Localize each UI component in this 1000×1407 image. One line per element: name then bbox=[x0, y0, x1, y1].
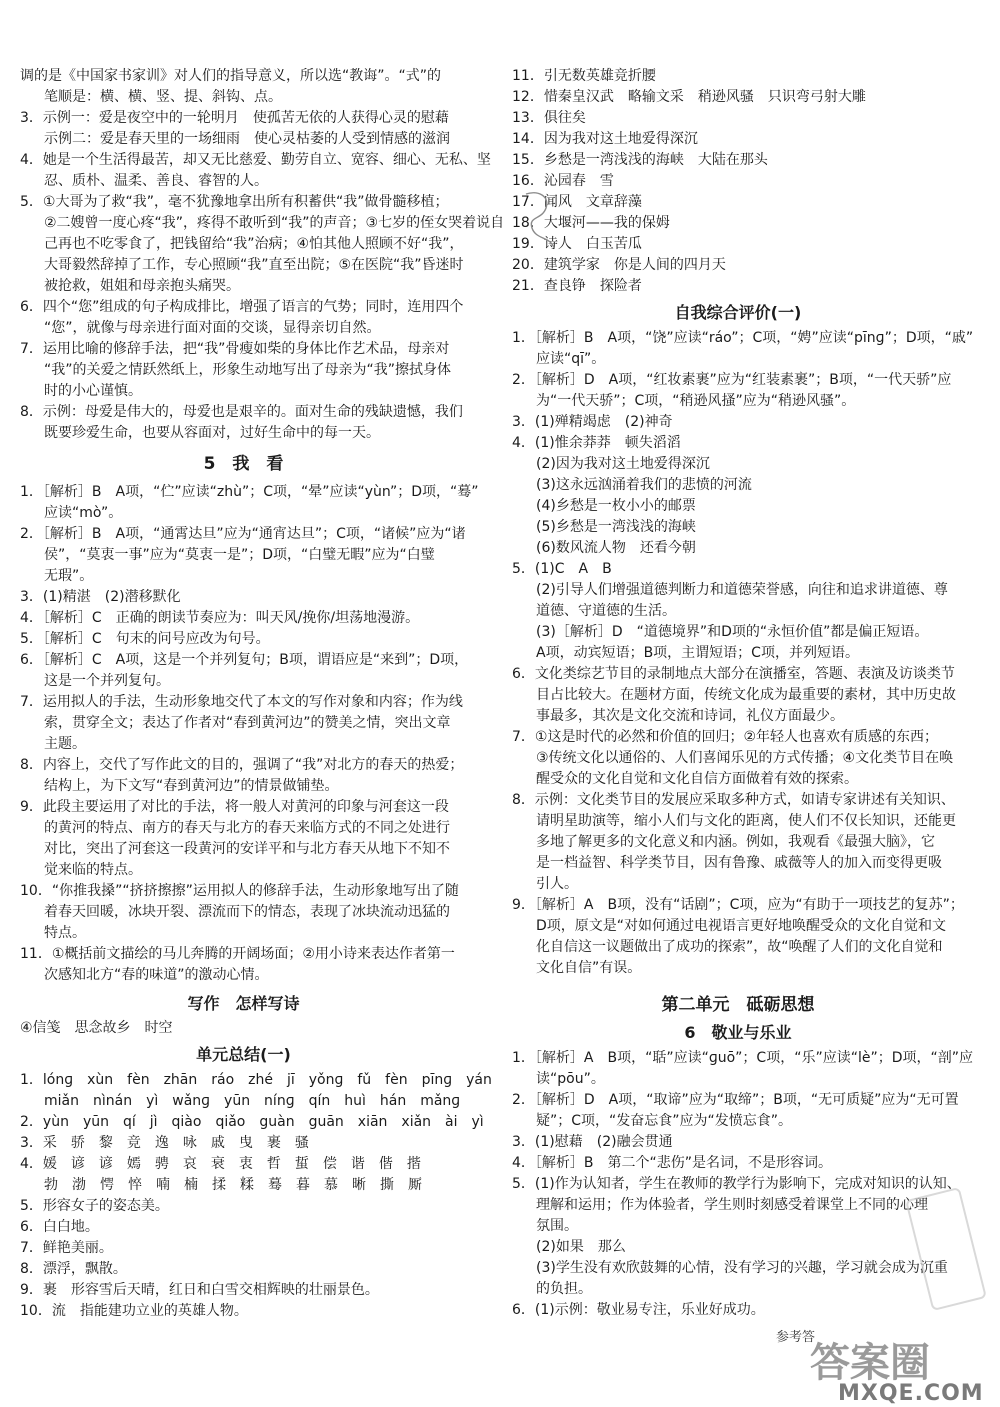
answer-line: (3)［解析］D “道德境界”和D项的“永恒价值”都是偏正短语。 bbox=[536, 624, 929, 640]
answer-line: 1．［解析］B A项，“伫”应读“zhù”；C项，“晕”应读“yùn”；D项，“蓦” bbox=[20, 484, 479, 500]
answer-line: 勃 渤 愕 悴 喃 楠 揉 糅 蓦 暮 慕 晰 撕 厮 bbox=[44, 1177, 422, 1193]
answer-line: 笔顺是：横、横、竖、提、斜钩、点。 bbox=[44, 89, 282, 105]
answer-line: 6．白白地。 bbox=[20, 1219, 99, 1235]
writing-heading: 写作 怎样写诗 bbox=[187, 994, 300, 1013]
answer-line: “您”，就像与母亲进行面对面的交谈，显得亲切自然。 bbox=[44, 320, 381, 336]
answer-line: 时的小心谨慎。 bbox=[44, 383, 142, 399]
answer-line: 6．［解析］C A项，这是一个并列复句；B项，谓语应是“来到”；D项， bbox=[20, 652, 469, 668]
answer-line: (2)因为我对这土地爱得深沉 bbox=[536, 456, 710, 472]
answer-line: 2．［解析］B A项，“通霄达旦”应为“通宵达旦”；C项，“诸候”应为“诸 bbox=[20, 526, 466, 542]
answer-line: 6．(1)示例：敬业易专注，乐业好成功。 bbox=[512, 1302, 765, 1318]
answer-line: 5．(1)作为认知者，学生在教师的教学行为影响下，完成对知识的认知、 bbox=[512, 1176, 961, 1192]
answer-line: 5．(1)C A B bbox=[512, 561, 612, 577]
answer-line: 特点。 bbox=[44, 925, 86, 941]
answer-line: 4．［解析］C 正确的朗读节奏应为：叫天风/挽你/坦荡地漫游。 bbox=[20, 610, 420, 626]
answer-line: 应读“qī”。 bbox=[536, 351, 606, 367]
answer-line: (5)乡愁是一湾浅浅的海峡 bbox=[536, 519, 696, 535]
answer-line: 10．“你推我搡”“挤挤擦擦”运用拟人的修辞手法，生动形象地写出了随 bbox=[20, 883, 459, 899]
answer-line: 3．(1)精湛 (2)潜移默化 bbox=[20, 589, 181, 605]
answer-line: 忍、质朴、温柔、善良、睿智的人。 bbox=[44, 173, 268, 189]
answer-line: “我”的关爱之情跃然纸上，形象生动地写出了母亲为“我”擦拭身体 bbox=[44, 362, 452, 378]
answer-line: 结构上，为下文写“春到黄河边”的情景做铺垫。 bbox=[44, 778, 339, 794]
answer-line: (2)引导人们增强道德判断力和道德荣誉感，向往和追求讲道德、尊 bbox=[536, 582, 948, 598]
lesson-heading: 6 敬业与乐业 bbox=[684, 1023, 792, 1042]
answer-line: 1．［解析］B A项，“饶”应读“ráo”；C项，“娉”应读“pīnɡ”；D项，“戚” bbox=[512, 330, 974, 346]
lesson-heading: 5 我 看 bbox=[203, 454, 284, 474]
answer-line: 醒受众的文化自觉和文化自信方面做着有效的探索。 bbox=[536, 771, 858, 787]
answer-line: 11．引无数英雄竞折腰 bbox=[512, 68, 656, 84]
answer-line: 文化自信”有误。 bbox=[536, 960, 642, 976]
answer-line: 5．①大哥为了救“我”，毫不犹豫地拿出所有积蓄供“我”做骨髓移植； bbox=[20, 194, 449, 210]
unit-summary-heading: 单元总结(一) bbox=[196, 1045, 291, 1064]
answer-line: 的负担。 bbox=[536, 1281, 592, 1297]
answer-line: 19．诗人 白玉苦瓜 bbox=[512, 236, 642, 252]
answer-line: 化自信这一议题做出了成功的探索”，故“唤醒了人们的文化自觉和 bbox=[536, 939, 943, 955]
answer-line: 5．形容女子的姿态美。 bbox=[20, 1198, 169, 1214]
watermark-text: 答案圈 bbox=[810, 1340, 930, 1386]
answer-line: 15．乡愁是一湾浅浅的海峡 大陆在那头 bbox=[512, 152, 768, 168]
answer-line: 6．四个“您”组成的句子构成排比，增强了语言的气势；同时，连用四个 bbox=[20, 299, 464, 315]
answer-line: 侯”，“莫衷一事”应为“莫衷一是”；D项，“白璧无暇”应为“白璧 bbox=[44, 547, 435, 563]
answer-line: 13．俱往矣 bbox=[512, 110, 586, 126]
answer-line: 2．yùn yūn qí jì qiào qiǎo guàn guān xiān xiǎn ài yì bbox=[20, 1114, 484, 1130]
answer-line: 8．漂浮，飘散。 bbox=[20, 1261, 127, 1277]
answer-line: 无瑕”。 bbox=[44, 568, 94, 584]
answer-line: 3．采 骄 黎 竞 逸 咏 戚 曳 裹 骚 bbox=[20, 1135, 309, 1151]
watermark-url: MXQE.COM bbox=[838, 1381, 984, 1406]
answer-line: 11．①概括前文描绘的马儿奔腾的开阔场面；②用小诗来表达作者第一 bbox=[20, 946, 455, 962]
answer-line: ③传统文化以通俗的、人们喜闻乐见的方式传播；④文化类节目在唤 bbox=[536, 750, 954, 766]
answer-line: 请明星助演等，缩小人们与文化的距离，使人们不仅长知识，还能更 bbox=[536, 813, 956, 829]
unit-heading: 第二单元 砥砺思想 bbox=[661, 995, 815, 1015]
answer-line: 着春天回暖，冰块开裂、漂流而下的情态，表现了冰块流动迅猛的 bbox=[44, 904, 450, 920]
answer-line: miǎn nìnán yì wǎnɡ yūn nínɡ qín huì hán mǎnɡ bbox=[44, 1093, 461, 1109]
answer-line: 14．因为我对这土地爱得深沉 bbox=[512, 131, 698, 147]
answer-line: 16．沁园春 雪 bbox=[512, 173, 614, 189]
answer-line: 引人。 bbox=[536, 876, 578, 892]
answer-line: 既要珍爱生命，也要从容面对，过好生命中的每一天。 bbox=[44, 425, 380, 441]
answer-line: (4)乡愁是一枚小小的邮票 bbox=[536, 498, 696, 514]
answer-line: 2．［解析］D A项，“红妆素裹”应为“红装素裹”；B项，“一代天骄”应 bbox=[512, 372, 952, 388]
answer-line: 应读“mò”。 bbox=[44, 505, 123, 521]
answer-line: 7．鲜艳美丽。 bbox=[20, 1240, 113, 1256]
answer-line: 4．她是一个生活得最苦，却又无比慈爱、勤劳自立、宽容、细心、无私、坚 bbox=[20, 152, 491, 168]
answer-line: 对比，突出了河套这一段黄河的安详平和与北方春天从地下不知不 bbox=[44, 841, 450, 857]
answer-line: 7．①这是时代的必然和价值的回归；②年轻人也喜欢有质感的东西； bbox=[512, 729, 939, 745]
answer-line: 多地了解更多的文化意义和内涵。例如，我观看《最强大脑》，它 bbox=[536, 834, 935, 850]
answer-line: 己再也不吃零食了，把钱留给“我”治病；④怕其他人照顾不好“我”， bbox=[44, 236, 464, 252]
answer-line: 索，贯穿全文；表达了作者对“春到黄河边”的赞美之情，突出文章 bbox=[44, 715, 451, 731]
self-eval-heading: 自我综合评价(一) bbox=[674, 303, 802, 322]
answer-line: 17．闻风 文章辞藻 bbox=[512, 194, 642, 210]
answer-line: ②二嫂曾一度心疼“我”，疼得不敢听到“我”的声音；③七岁的侄女哭着说自 bbox=[44, 215, 505, 231]
answer-line: 9．［解析］A B项，没有“话剧”；C项，应为“有助于一项技艺的复苏”； bbox=[512, 897, 964, 913]
answer-line: 理解和运用；作为体验者，学生则时刻感受着课堂上不同的心理 bbox=[536, 1197, 928, 1213]
answer-line: 3．示例一：爱是夜空中的一轮明月 使孤苦无依的人获得心灵的慰藉 bbox=[20, 110, 449, 126]
answer-line: 3．(1)慰藉 (2)融会贯通 bbox=[512, 1134, 673, 1150]
answer-line: 7．运用拟人的手法，生动形象地交代了本文的写作对象和内容；作为线 bbox=[20, 694, 463, 710]
answer-line: 疑”；C项，“发奋忘食”应为“发愤忘食”。 bbox=[536, 1113, 793, 1129]
answer-line: ④信笺 思念故乡 时空 bbox=[20, 1020, 173, 1036]
answer-line: (2)如果 那么 bbox=[536, 1239, 626, 1255]
answer-line: 5．［解析］C 句末的问号应改为句号。 bbox=[20, 631, 270, 647]
answer-line: D项，原文是“对如何通过电视语言更好地唤醒受众的文化自觉和文 bbox=[536, 918, 947, 934]
answer-line: (3)这永远汹涌着我们的悲愤的河流 bbox=[536, 477, 752, 493]
answer-line: 18．大堰河——我的保姆 bbox=[512, 215, 670, 231]
answer-line: 目占比较大。在题材方面，传统文化成为最重要的素材，其中历史故 bbox=[536, 687, 956, 703]
answer-line: 次感知北方“春的味道”的激动心情。 bbox=[44, 967, 269, 983]
answer-line: 被抢救，姐姐和母亲抱头痛哭。 bbox=[44, 278, 240, 294]
answer-line: (3)学生没有欢欣鼓舞的心情，没有学习的兴趣，学习就会成为沉重 bbox=[536, 1260, 948, 1276]
answer-line: 觉来临的特点。 bbox=[44, 862, 142, 878]
answer-line: 1．［解析］A B项，“聒”应读“ɡuō”；C项，“乐”应读“lè”；D项，“剖”应 bbox=[512, 1050, 974, 1066]
answer-line: A项，动宾短语；B项，主谓短语；C项，并列短语。 bbox=[536, 645, 859, 661]
answer-line: 氛围。 bbox=[536, 1218, 578, 1234]
answer-line: 主题。 bbox=[44, 736, 86, 752]
answer-line: 4．媛 谚 谚 嫣 骋 哀 衰 衷 哲 蜇 偿 谐 偕 揩 bbox=[20, 1156, 421, 1172]
answer-line: 8．示例：文化类节目的发展应采取多种方式，如请专家讲述有关知识、 bbox=[512, 792, 955, 808]
answer-line: 事最多，其次是文化交流和诗词，礼仪方面最少。 bbox=[536, 708, 844, 724]
answer-line: 道德、守道德的生活。 bbox=[536, 603, 676, 619]
handwritten-mark bbox=[520, 186, 564, 256]
answer-line: 9．此段主要运用了对比的手法，将一般人对黄河的印象与河套这一段 bbox=[20, 799, 449, 815]
answer-line: 的黄河的特点、南方的春天与北方的春天来临方式的不同之处进行 bbox=[44, 820, 450, 836]
answer-line: 1．lónɡ xùn fèn zhān ráo zhé jī yǒnɡ fǔ fèn pīnɡ yán bbox=[20, 1072, 492, 1088]
answer-line: 4．［解析］B 第二个“悲伤”是名词，不是形容词。 bbox=[512, 1155, 833, 1171]
answer-line: 4．(1)惟余莽莽 顿失滔滔 bbox=[512, 435, 681, 451]
answer-line: 3．(1)殚精竭虑 (2)神奇 bbox=[512, 414, 673, 430]
answer-line: 是一档益智、科学类节目，因有鲁豫、戚薇等人的加入而变得更吸 bbox=[536, 855, 942, 871]
answer-line: 读“pōu”。 bbox=[536, 1071, 605, 1087]
answer-line: 为“一代天骄”；C项，“稍逊风搔”应为“稍逊风骚”。 bbox=[536, 393, 856, 409]
answer-line: 7．运用比喻的修辞手法，把“我”骨瘦如柴的身体比作艺术品，母亲对 bbox=[20, 341, 450, 357]
answer-line: 6．文化类综艺节目的录制地点大部分在演播室，答题、表演及访谈类节 bbox=[512, 666, 955, 682]
answer-line: 12．惜秦皇汉武 略输文采 稍逊风骚 只识弯弓射大雕 bbox=[512, 89, 866, 105]
answer-line: 8．示例：母爱是伟大的，母爱也是艰辛的。面对生命的残缺遗憾，我们 bbox=[20, 404, 463, 420]
answer-line: 2．［解析］D A项，“取谛”应为“取缔”；B项，“无可质疑”应为“无可置 bbox=[512, 1092, 959, 1108]
answer-line: 示例二：爱是春天里的一场细雨 使心灵枯萎的人受到情感的滋润 bbox=[44, 131, 450, 147]
answer-line: 9．裹 形容雪后天晴，红日和白雪交相辉映的壮丽景色。 bbox=[20, 1282, 379, 1298]
answer-line: 21．查良铮 探险者 bbox=[512, 278, 642, 294]
answer-line: 调的是《中国家书家训》对人们的指导意义，所以选“教诲”。“式”的 bbox=[20, 68, 442, 84]
answer-line: 20．建筑学家 你是人间的四月天 bbox=[512, 257, 726, 273]
answer-line: (6)数风流人物 还看今朝 bbox=[536, 540, 696, 556]
answer-line: 这是一个并列复句。 bbox=[44, 673, 170, 689]
answer-line: 10．流 指能建功立业的英雄人物。 bbox=[20, 1303, 248, 1319]
answer-line: 大哥毅然辞掉了工作，专心照顾“我”直至出院；⑤在医院“我”昏迷时 bbox=[44, 257, 464, 273]
page-footer-label: 参考答 bbox=[776, 1330, 816, 1345]
stamp-mark bbox=[905, 1187, 987, 1311]
answer-line: 8．内容上，交代了写作此文的目的，强调了“我”对北方的春天的热爱； bbox=[20, 757, 464, 773]
